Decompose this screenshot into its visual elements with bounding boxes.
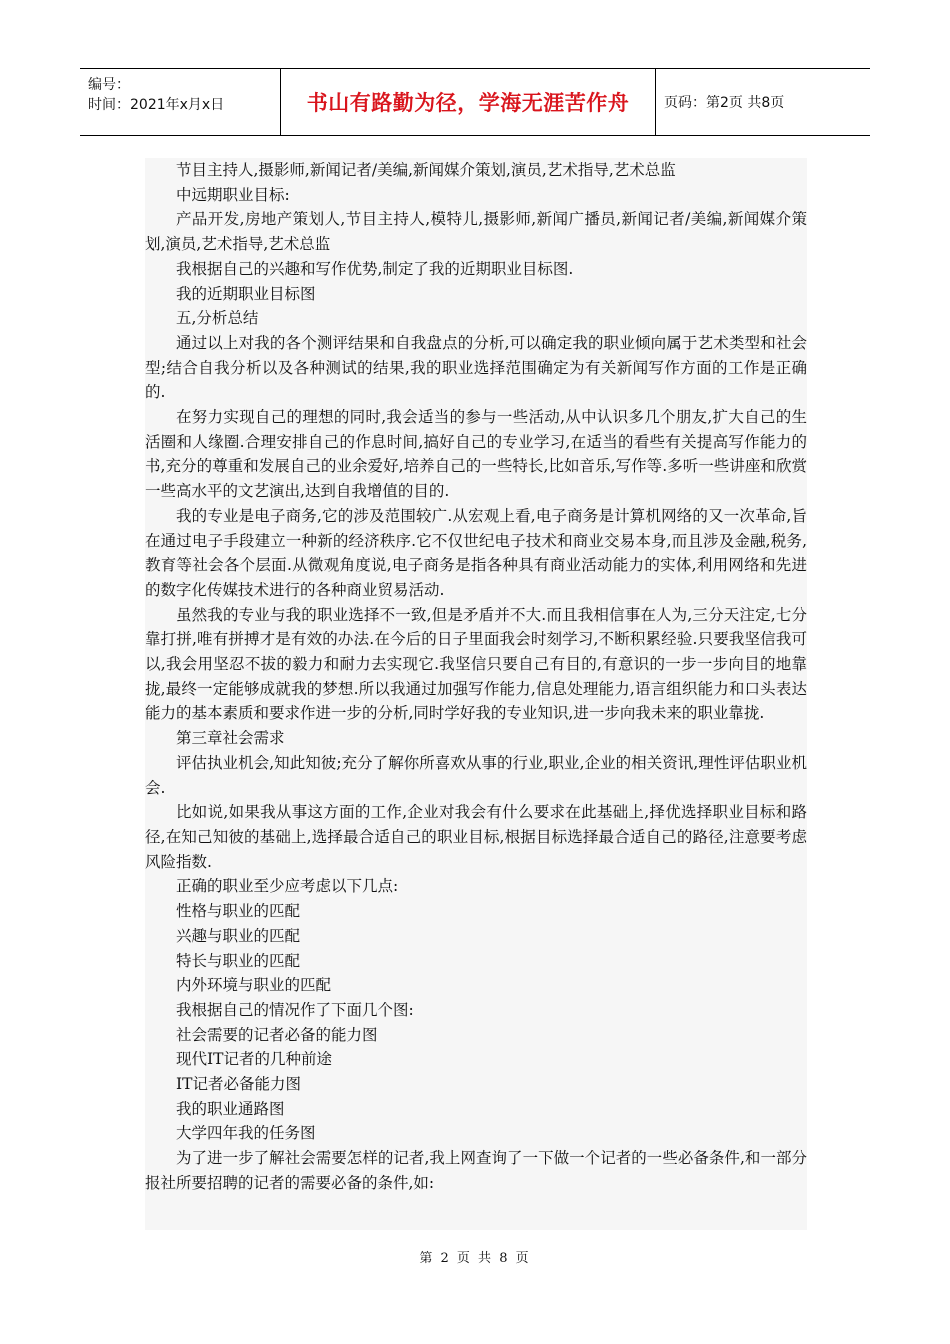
section-heading: 五,分析总结 <box>176 309 259 328</box>
paragraph: 我的专业是电子商务,它的涉及范围较广.从宏观上看,电子商务是计算机网络的又一次革命,旨在通过电子手段建立一种新的经济秩序.它不仅世纪电子技术和商业交易本身,而且涉及金融,税务,教育等社会各个层面.从微观角度说,电子商务是指各种具有商业活动能力的实体,利用网络和先进的数字化传媒技术进行的各种商业贸易活动. <box>145 506 807 599</box>
header-page-info: 页码：第2页 共8页 <box>664 95 785 111</box>
paragraph: 正确的职业至少应考虑以下几点: <box>176 877 399 896</box>
list-item: 内外环境与职业的匹配 <box>176 976 332 995</box>
page-header <box>80 68 870 136</box>
list-item: 兴趣与职业的匹配 <box>176 926 301 945</box>
paragraph: 我的近期职业目标图 <box>176 284 316 303</box>
paragraph: 节目主持人,摄影师,新闻记者/美编,新闻媒介策划,演员,艺术指导,艺术总监 <box>176 161 676 179</box>
paragraph: 中远期职业目标: <box>176 185 290 204</box>
paragraph: 比如说,如果我从事这方面的工作,企业对我会有什么要求在此基础上,择优选择职业目标和路径,在知己知彼的基础上,选择最合适自己的职业目标,根据目标选择最合适自己的路径,注意要考虑风险指数. <box>145 803 807 871</box>
list-item: 我的职业通路图 <box>176 1099 285 1118</box>
list-item: 大学四年我的任务图 <box>176 1124 316 1143</box>
list-item: 性格与职业的匹配 <box>176 902 301 921</box>
paragraph: 通过以上对我的各个测评结果和自我盘点的分析,可以确定我的职业倾向属于艺术类型和社会型;结合自我分析以及各种测试的结果,我的职业选择范围确定为有关新闻写作方面的工作是正确的. <box>145 333 807 402</box>
paragraph: 我根据自己的兴趣和写作优势,制定了我的近期职业目标图. <box>176 259 574 278</box>
header-motto: 书山有路勤为径，学海无涯苦作舟 <box>281 69 656 135</box>
list-item: 特长与职业的匹配 <box>176 951 301 970</box>
document-body <box>145 158 807 1230</box>
paragraph: 在努力实现自己的理想的同时,我会适当的参与一些活动,从中认识多几个朋友,扩大自己的生活圈和人缘圈.合理安排自己的作息时间,搞好自己的专业学习,在适当的看些有关提高写作能力的书,充分的尊重和发展自己的业余爱好,培养自己的一些特长,比如音乐,写作等.多听一些讲座和欣赏一些高水平的文艺演出,达到自我增值的目的. <box>145 408 807 501</box>
list-item: IT记者必备能力图 <box>176 1075 301 1094</box>
paragraph: 我根据自己的情况作了下面几个图: <box>176 1000 414 1019</box>
list-item: 现代IT记者的几种前途 <box>176 1050 332 1069</box>
chapter-heading: 第三章社会需求 <box>176 729 285 748</box>
paragraph: 虽然我的专业与我的职业选择不一致,但是矛盾并不大.而且我相信事在人为,三分天注定,七分靠打拼,唯有拼搏才是有效的办法.在今后的日子里面我会时刻学习,不断积累经验.只要我坚信我可以,我会用坚忍不拔的毅力和耐力去实现它.我坚信只要自己有目的,有意识的一步一步向目的地靠拢,最终一定能够成就我的梦想.所以我通过加强写作能力,信息处理能力,语言组织能力和口头表达能力的基本素质和要求作进一步的分析,同时学好我的专业知识,进一步向我未来的职业靠拢. <box>145 605 807 723</box>
list-item: 社会需要的记者必备的能力图 <box>176 1025 378 1044</box>
document-time-label: 时间：2021年x月x日 <box>88 97 225 113</box>
document-number-label: 编号： <box>88 77 130 93</box>
paragraph: 产品开发,房地产策划人,节目主持人,模特儿,摄影师,新闻广播员,新闻记者/美编,新闻媒介策划,演员,艺术指导,艺术总监 <box>145 210 807 254</box>
paragraph: 为了进一步了解社会需要怎样的记者,我上网查询了一下做一个记者的一些必备条件,和一部分报社所要招聘的记者的需要必备的条件,如: <box>145 1149 807 1192</box>
paragraph: 评估执业机会,知此知彼;充分了解你所喜欢从事的行业,职业,企业的相关资讯,理性评估职业机会. <box>145 753 807 797</box>
header-meta <box>80 69 281 135</box>
page-footer: 第 2 页 共 8 页 <box>419 1251 531 1266</box>
